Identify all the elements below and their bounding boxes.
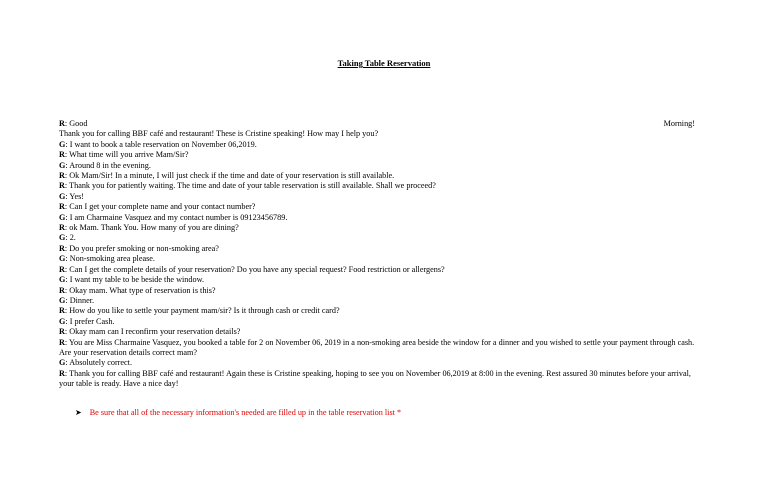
dialogue-line	[59, 181, 695, 191]
dialogue-line	[59, 254, 695, 264]
dialogue-line	[59, 161, 695, 171]
speaker-label: G	[59, 212, 66, 222]
dialogue-text: : Non-smoking area please.	[65, 254, 155, 264]
dialogue-text: : 2.	[65, 233, 76, 243]
greeting-right-text: Morning!	[663, 119, 695, 128]
speaker-label: G	[59, 275, 66, 285]
dialogue-text: : I prefer Cash.	[65, 316, 115, 326]
dialogue-line	[59, 369, 695, 390]
dialogue-text: : Do you prefer smoking or non-smoking area?	[64, 243, 219, 253]
dialogue-line	[59, 223, 695, 233]
speaker-label: R	[59, 264, 65, 274]
dialogue-text: : Okay mam. What type of reservation is this?	[64, 285, 216, 295]
speaker-label: R	[59, 306, 65, 316]
speaker-label: G	[59, 191, 66, 201]
greeting-line	[59, 119, 695, 129]
dialogue-text: : You are Miss Charmaine Vasquez, you booked a table for 2 on November 06, 2019 in a non-smoking area beside the window for a dinner and you wished to settle your payment through cash. Are your reservation details correct mam?	[59, 337, 695, 357]
dialogue-line	[59, 150, 695, 160]
dialogue-line	[59, 306, 695, 316]
dialogue-text: : Thank you for patiently waiting. The time and date of your table reservation is still available. Shall we proceed?	[64, 181, 436, 191]
dialogue-line	[59, 192, 695, 202]
dialogue-text: : Absolutely correct.	[65, 358, 132, 368]
dialogue-line	[59, 171, 695, 181]
dialogue-text: : What time will you arrive Mam/Sir?	[64, 150, 189, 160]
dialogue-text: : Around 8 in the evening.	[65, 160, 151, 170]
speaker-label: G	[59, 233, 66, 243]
dialogue-line	[59, 265, 695, 275]
dialogue-line	[59, 129, 695, 139]
speaker-label: R	[59, 150, 65, 160]
dialogue-line	[59, 202, 695, 212]
dialogue-text: : How do you like to settle your payment mam/sir? Is it through cash or credit card?	[64, 306, 340, 316]
dialogue-lines	[59, 129, 695, 389]
speaker-label: G	[59, 358, 66, 368]
speaker-label: R	[59, 119, 65, 128]
dialogue-line	[59, 338, 695, 359]
dialogue-text: Thank you for calling BBF café and restaurant! These is Cristine speaking! How may I help you?	[59, 129, 379, 139]
speaker-label: R	[59, 223, 65, 233]
speaker-label: R	[59, 171, 65, 181]
dialogue-line	[59, 327, 695, 337]
speaker-label: G	[59, 139, 66, 149]
dialogue-text: : I want to book a table reservation on November 06,2019.	[65, 139, 257, 149]
reminder-note	[75, 408, 401, 417]
dialogue-text: : Dinner.	[65, 295, 95, 305]
speaker-label: R	[59, 181, 65, 191]
dialogue-text: : Yes!	[65, 191, 85, 201]
speaker-label: R	[59, 202, 65, 212]
reminder-text: Be sure that all of the necessary information's needed are filled up in the table reservation list *	[89, 408, 402, 417]
dialogue-line	[59, 233, 695, 243]
speaker-label: G	[59, 160, 66, 170]
speaker-label: R	[59, 243, 65, 253]
speaker-label: R	[59, 337, 65, 347]
speaker-label: G	[59, 316, 66, 326]
arrow-bullet-icon: ➤	[75, 408, 82, 417]
dialogue-line	[59, 275, 695, 285]
speaker-label: R	[59, 368, 65, 378]
dialogue-text: : Thank you for calling BBF café and restaurant! Again these is Cristine speaking, hoping to see you on November 06,2019 at 8:00 in the evening. Rest assured 30 minutes before your arrival, your table is ready. Have a nice day!	[59, 368, 691, 389]
dialogue-text: : Okay mam can I reconfirm your reservation details?	[64, 327, 241, 337]
dialogue-text: : Ok Mam/Sir! In a minute, I will just check if the time and date of your reservation is still available.	[64, 171, 395, 181]
dialogue-line	[59, 358, 695, 368]
dialogue-line	[59, 140, 695, 150]
page-title: Taking Table Reservation	[337, 58, 431, 68]
dialogue-line	[59, 317, 695, 327]
dialogue-text: : ok Mam. Thank You. How many of you are dining?	[64, 223, 239, 233]
speaker-label: R	[59, 327, 65, 337]
dialogue-line	[59, 286, 695, 296]
speaker-label: G	[59, 254, 66, 264]
speaker-label: G	[59, 295, 66, 305]
speaker-label: R	[59, 285, 65, 295]
dialogue-text: : Can I get the complete details of your reservation? Do you have any special request? Food restriction or allergens?	[64, 264, 445, 274]
dialogue-text: : I want my table to be beside the window.	[65, 275, 204, 285]
dialogue-text: : I am Charmaine Vasquez and my contact number is 09123456789.	[65, 212, 288, 222]
dialogue-text: : Can I get your complete name and your contact number?	[64, 202, 256, 212]
greeting-left-text: : Good	[64, 119, 88, 128]
dialogue-transcript	[59, 119, 695, 390]
dialogue-line	[59, 213, 695, 223]
dialogue-line	[59, 296, 695, 306]
dialogue-line	[59, 244, 695, 254]
